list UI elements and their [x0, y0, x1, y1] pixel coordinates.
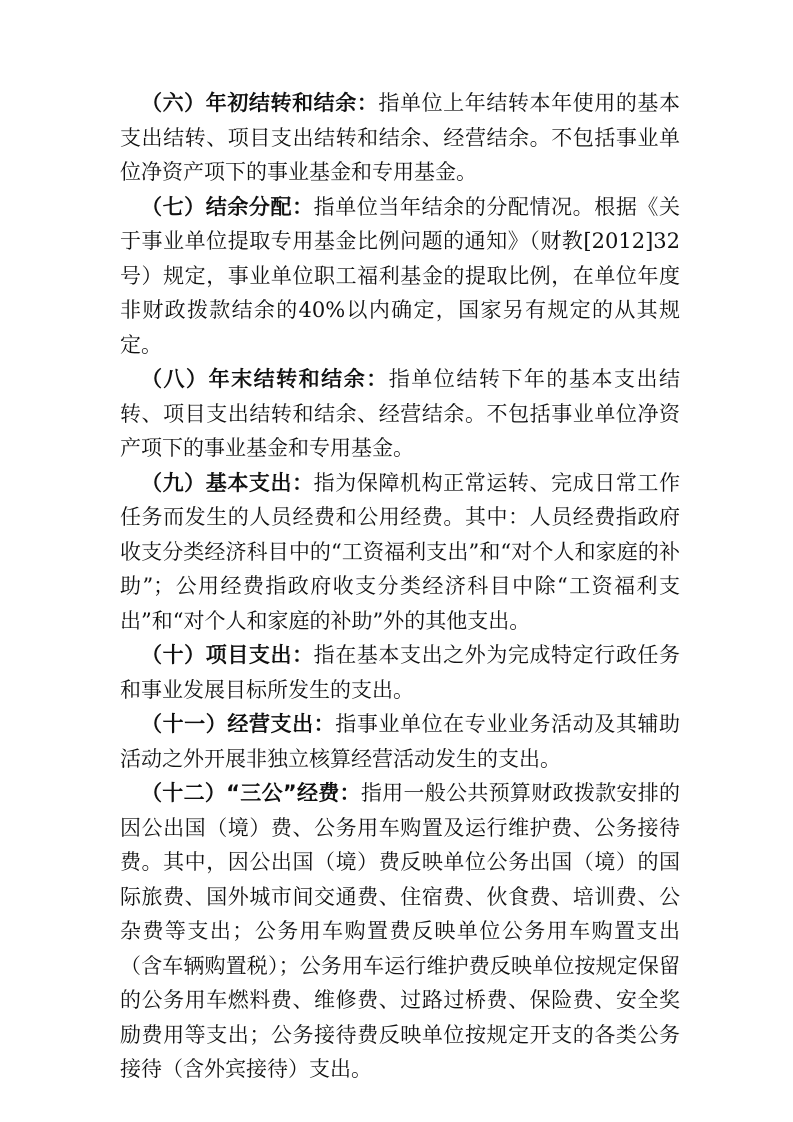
document-page — [120, 86, 680, 1087]
item-term: （八）年末结转和结余： — [141, 367, 389, 391]
item-term: （十一）经营支出： — [141, 712, 336, 736]
item-text: 指单位上年结转本年使用的基本支出结转、项目支出结转和结余、经营结余。不包括事业单位净资产项下的事业基金和专用基金。 — [120, 91, 681, 184]
item-text: 指用一般公共预算财政拨款安排的因公出国（境）费、公务用车购置及运行维护费、公务接待费。其中，因公出国（境）费反映单位公务出国（境）的国际旅费、国外城市间交通费、住宿费、伙食费、培训费、公杂费等支出；公务用车购置费反映单位公务用车购置支出（含车辆购置税）；公务用车运行维护费反映单位按规定保留的公务用车燃料费、维修费、过路过桥费、保险费、安全奖励费用等支出；公务接待费反映单位按规定开支的各类公务接待（含外宾接待）支出。 — [120, 781, 680, 1081]
item-term: （六）年初结转和结余： — [141, 91, 379, 115]
paragraph-item-9 — [120, 466, 680, 639]
item-text: 指单位结转下年的基本支出结转、项目支出结转和结余、经营结余。不包括事业单位净资产项下的事业基金和专用基金。 — [120, 367, 681, 460]
paragraph-item-12 — [120, 776, 680, 1087]
item-text: 指单位当年结余的分配情况。根据《关于事业单位提取专用基金比例问题的通知》（财教[2012]32号）规定，事业单位职工福利基金的提取比例，在单位年度非财政拨款结余的40%以内确定，国家另有规定的从其规定。 — [120, 194, 681, 357]
item-term: （九）基本支出： — [141, 470, 314, 495]
item-term: （七）结余分配： — [141, 194, 314, 219]
paragraph-item-8 — [120, 362, 680, 466]
item-term: （十）项目支出： — [141, 643, 314, 667]
item-text: 指事业单位在专业业务活动及其辅助活动之外开展非独立核算经营活动发生的支出。 — [120, 712, 680, 771]
paragraph-item-7 — [120, 190, 680, 363]
item-text: 指在基本支出之外为完成特定行政任务和事业发展目标所发生的支出。 — [120, 643, 681, 702]
item-text: 指为保障机构正常运转、完成日常工作任务而发生的人员经费和公用经费。其中：人员经费指政府收支分类经济科目中的“工资福利支出”和“对个人和家庭的补助”；公用经费指政府收支分类经济科目中除“工资福利支出”和“对个人和家庭的补助”外的其他支出。 — [120, 470, 681, 633]
paragraph-item-11 — [120, 707, 680, 776]
item-term: （十二）“三公”经费： — [141, 781, 361, 805]
paragraph-item-10 — [120, 638, 680, 707]
paragraph-item-6 — [120, 86, 680, 190]
